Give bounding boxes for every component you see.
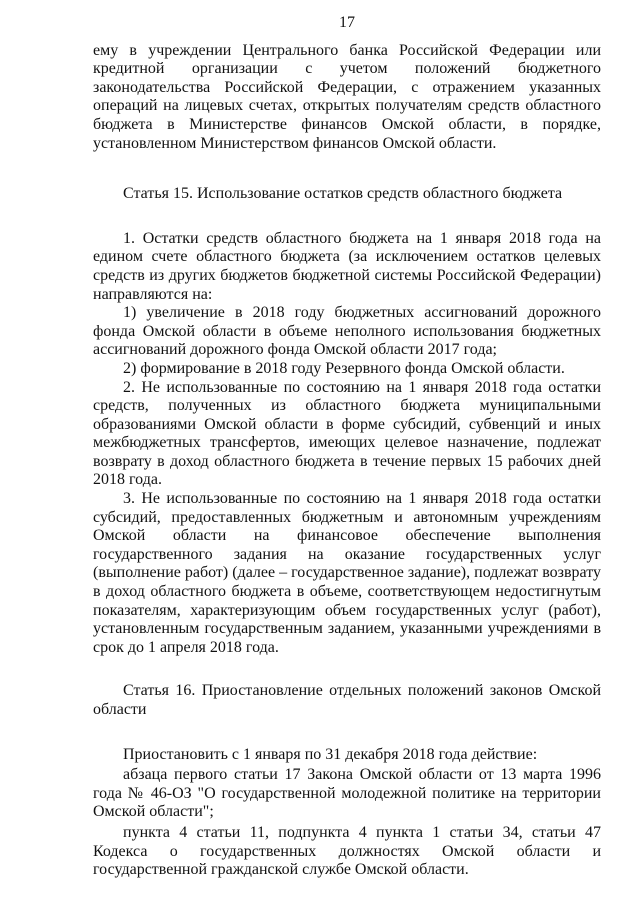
- article-15-heading: Статья 15. Использование остатков средств областного бюджета: [123, 185, 563, 203]
- article-15-item-1-sub-2: 2) формирование в 2018 году Резервного фонда Омской области.: [123, 359, 565, 377]
- article-16-item-2: пункта 4 статьи 11, подпункта 4 пункта 1 статьи 34, статьи 47 Кодекса о государственных должностях Омской области и государственной гражданской службе Омской области.: [93, 823, 601, 879]
- page-number: 17: [339, 14, 355, 31]
- article-15-item-2: 2. Не использованные по состоянию на 1 января 2018 года остатки средств, полученных из областного бюджета муниципальными образованиями Омской области в форме субсидий, субвенций и иных межбюджетных трансфертов, имеющих целевое назначение, подлежат возврату в доход областного бюджета в течение первых 15 рабочих дней 2018 года.: [93, 378, 601, 489]
- article-16-item-1: абзаца первого статьи 17 Закона Омской области от 13 марта 1996 года № 46-ОЗ "О государственной молодежной политике на территории Омской области";: [93, 766, 601, 821]
- document-page: [93, 14, 601, 880]
- paragraph-continuation: ему в учреждении Центрального банка Российской Федерации или кредитной организации с учетом положений бюджетного законодательства Российской Федерации, с отражением указанных операций на лицевых счетах, открытых получателям средств областного бюджета в Министерстве финансов Омской области, в порядке, установленном Министерством финансов Омской области.: [93, 41, 601, 152]
- article-15-item-1: 1. Остатки средств областного бюджета на 1 января 2018 года на едином счете областного бюджета (за исключением остатков целевых средств из других бюджетов бюджетной системы Российской Федерации) направляются на:: [93, 229, 601, 303]
- article-16-intro: Приостановить с 1 января по 31 декабря 2018 года действие:: [123, 745, 538, 763]
- article-15-item-1-sub-1: 1) увеличение в 2018 году бюджетных ассигнований дорожного фонда Омской области в объеме неполного использования бюджетных ассигнований дорожного фонда Омской области 2017 года;: [93, 304, 601, 359]
- article-15-item-3: 3. Не использованные по состоянию на 1 января 2018 года остатки субсидий, предоставленных бюджетным и автономным учреждениям Омской области на финансовое обеспечение выполнения государственного задания на оказание государственных услуг (выполнение работ) (далее – государственное задание), подлежат возврату в доход областного бюджета в объеме, соответствующем недостигнутым показателям, характеризующим объем государственных услуг (работ), установленным государственным заданием, указанными учреждениями в срок до 1 апреля 2018 года.: [93, 490, 601, 656]
- article-16-heading: Статья 16. Приостановление отдельных положений законов Омской области: [93, 682, 601, 718]
